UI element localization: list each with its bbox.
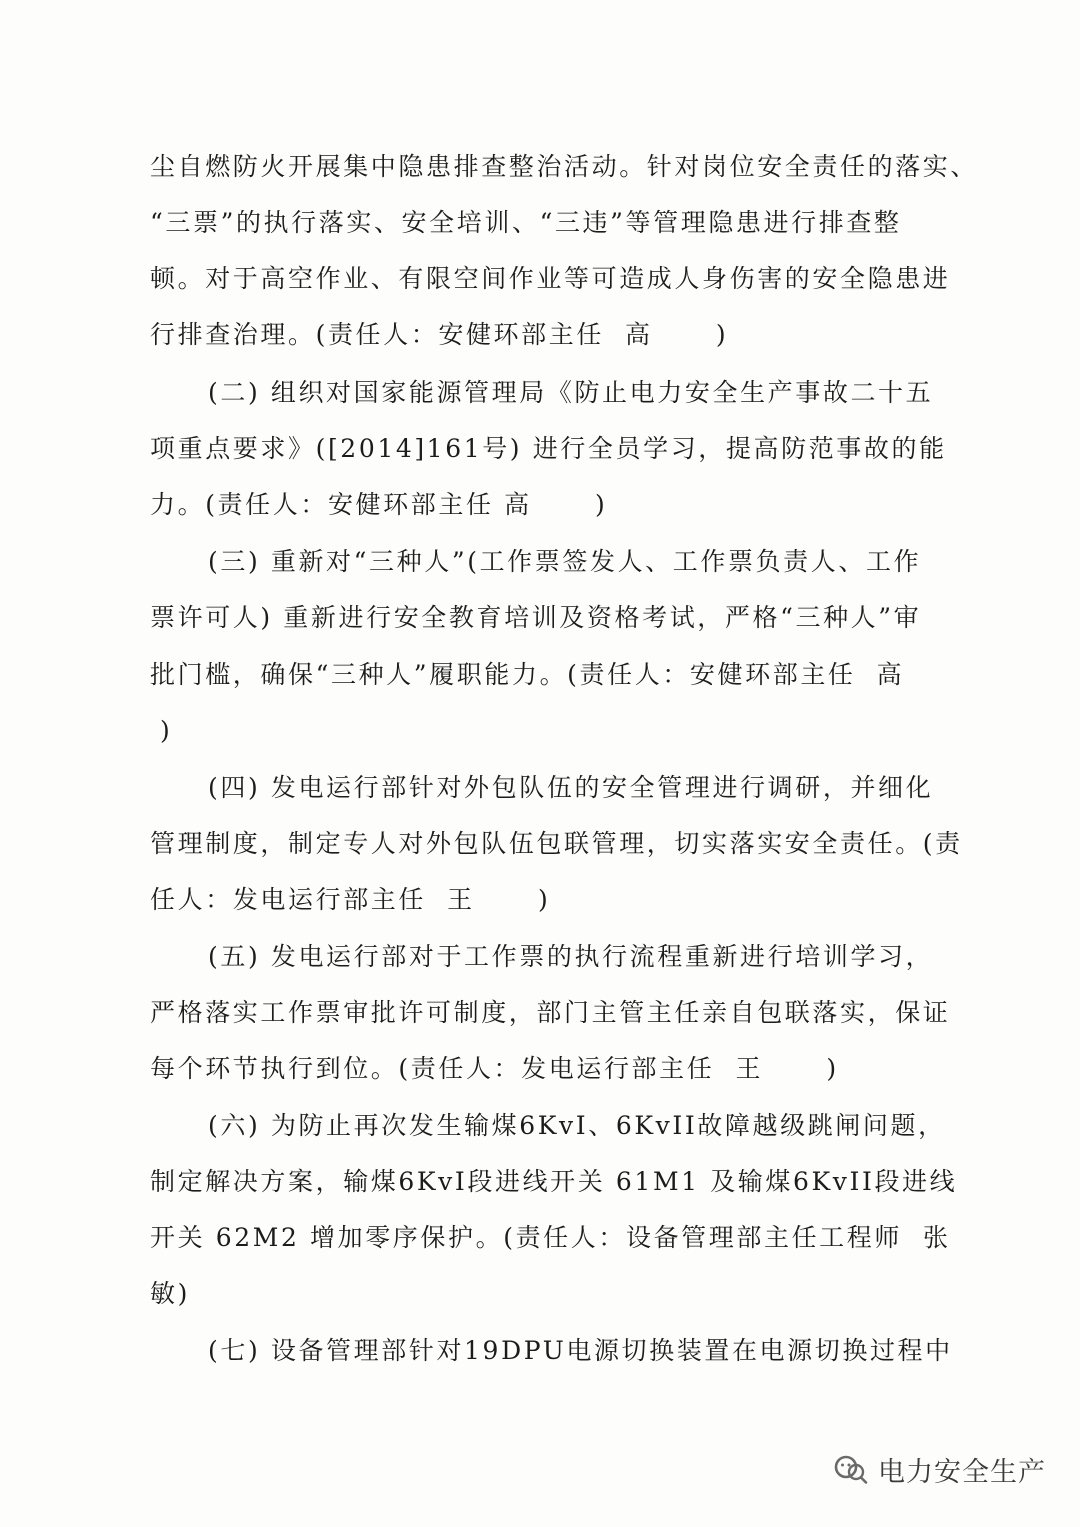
text-line-8: (三) 重新对“三种人”(工作票签发人、工作票负责人、工作 bbox=[208, 547, 922, 576]
watermark-text: 电力安全生产 bbox=[878, 1456, 1046, 1488]
text-line-21: 敏) bbox=[150, 1279, 190, 1308]
text-line-17: 每个环节执行到位。(责任人：发电运行部主任 王 ) bbox=[150, 1054, 839, 1083]
text-line-22: (七) 设备管理部针对19DPU电源切换装置在电源切换过程中 bbox=[208, 1336, 953, 1365]
text-line-4: 行排查治理。(责任人：安健环部主任 高 ) bbox=[150, 320, 729, 349]
text-line-6: 项重点要求》([2014]161号) 进行全员学习，提高防范事故的能 bbox=[150, 434, 947, 463]
text-line-15: (五) 发电运行部对于工作票的执行流程重新进行培训学习， bbox=[208, 942, 934, 971]
wechat-search-icon bbox=[832, 1453, 868, 1485]
text-line-12: (四) 发电运行部针对外包队伍的安全管理进行调研，并细化 bbox=[208, 773, 934, 802]
text-line-3: 顿。对于高空作业、有限空间作业等可造成人身伤害的安全隐患进 bbox=[150, 264, 951, 293]
text-line-13: 管理制度，制定专人对外包队伍包联管理，切实落实安全责任。(责 bbox=[150, 829, 963, 858]
text-line-11: ) bbox=[160, 716, 173, 745]
text-line-7: 力。(责任人：安健环部主任 高 ) bbox=[150, 490, 608, 519]
text-line-16: 严格落实工作票审批许可制度，部门主管主任亲自包联落实，保证 bbox=[150, 998, 951, 1027]
text-line-1: 尘自燃防火开展集中隐患排查整治活动。针对岗位安全责任的落实、 bbox=[150, 152, 979, 181]
text-line-14: 任人：发电运行部主任 王 ) bbox=[150, 885, 551, 914]
text-line-19: 制定解决方案，输煤6KvI段进线开关 61M1 及输煤6KvII段进线 bbox=[150, 1167, 958, 1196]
watermark bbox=[832, 1449, 1046, 1489]
text-line-2: “三票”的执行落实、安全培训、“三违”等管理隐患进行排查整 bbox=[150, 208, 902, 237]
text-line-18: (六) 为防止再次发生输煤6KvI、6KvII故障越级跳闸问题， bbox=[208, 1111, 946, 1140]
text-line-5: (二) 组织对国家能源管理局《防止电力安全生产事故二十五 bbox=[208, 378, 934, 407]
text-line-20: 开关 62M2 增加零序保护。(责任人：设备管理部主任工程师 张 bbox=[150, 1223, 951, 1252]
text-line-10: 批门槛，确保“三种人”履职能力。(责任人：安健环部主任 高 bbox=[150, 660, 905, 689]
text-line-9: 票许可人) 重新进行安全教育培训及资格考试，严格“三种人”审 bbox=[150, 603, 922, 632]
